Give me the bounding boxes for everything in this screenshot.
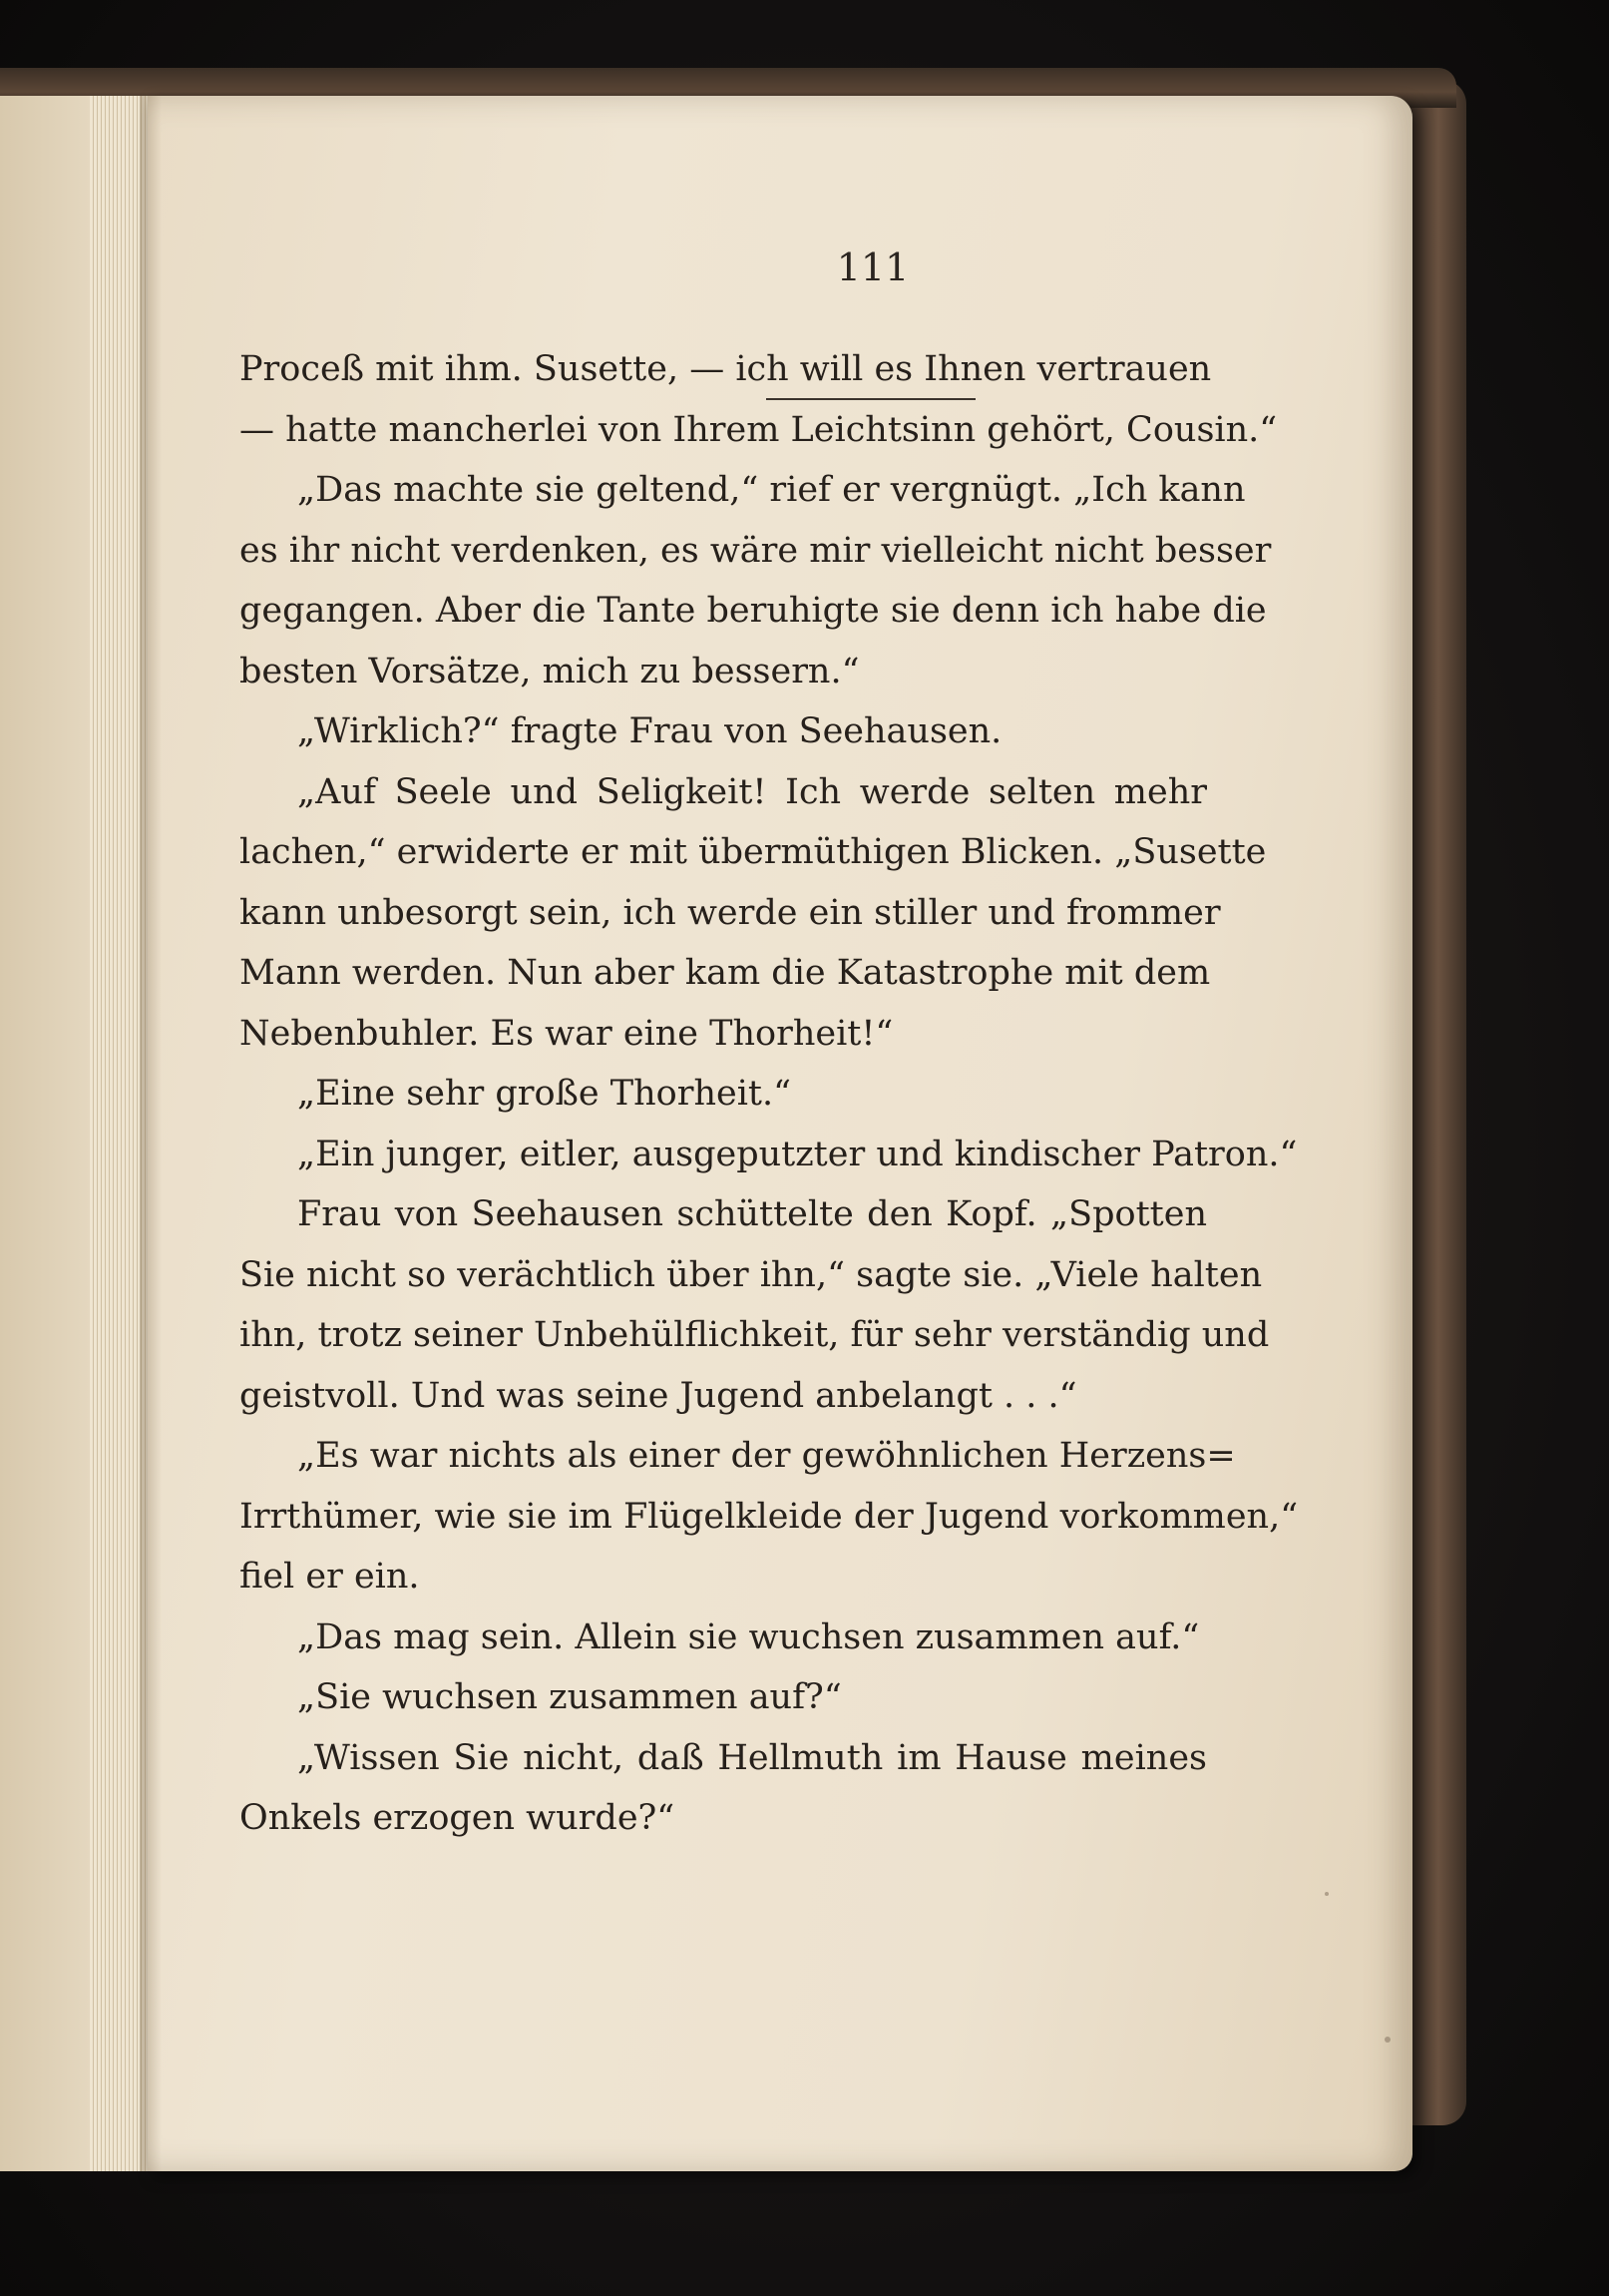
body-text bbox=[239, 339, 1299, 1849]
text-line: „Eine sehr große Thorheit.“ bbox=[297, 1074, 791, 1114]
text-line: Sie nicht so verächtlich über ihn,“ sagte sie. „Viele halten bbox=[239, 1254, 1263, 1295]
page-gutter bbox=[140, 96, 162, 2171]
text-line: fiel er ein. bbox=[239, 1557, 420, 1597]
text-line: kann unbesorgt sein, ich werde ein stiller und frommer bbox=[239, 892, 1221, 933]
text-line: Frau von Seehausen schüttelte den Kopf. „Spotten bbox=[297, 1194, 1207, 1234]
text-line: „Auf Seele und Seligkeit! Ich werde selten mehr bbox=[297, 771, 1207, 812]
paper-speck bbox=[1325, 1892, 1329, 1896]
text-line: Onkels erzogen wurde?“ bbox=[239, 1798, 675, 1838]
text-line: Irrthümer, wie sie im Flügelkleide der Jugend vorkommen,“ bbox=[239, 1496, 1299, 1537]
text-line: es ihr nicht verdenken, es wäre mir vielleicht nicht besser bbox=[239, 530, 1272, 571]
text-line: Mann werden. Nun aber kam die Katastrophe mit dem bbox=[239, 953, 1211, 993]
text-line: „Sie wuchsen zusammen auf?“ bbox=[297, 1677, 842, 1717]
text-line: Nebenbuhler. Es war eine Thorheit!“ bbox=[239, 1013, 894, 1054]
text-line: geistvoll. Und was seine Jugend anbelangt . . .“ bbox=[239, 1375, 1077, 1416]
text-line: „Es war nichts als einer der gewöhnlichen Herzens= bbox=[297, 1436, 1236, 1476]
text-line: „Das machte sie geltend,“ rief er vergnügt. „Ich kann bbox=[297, 470, 1246, 510]
text-line: „Ein junger, eitler, ausgeputzter und kindischer Patron.“ bbox=[297, 1134, 1298, 1174]
text-line: „Wissen Sie nicht, daß Hellmuth im Hause meines bbox=[297, 1737, 1207, 1778]
text-line: „Das mag sein. Allein sie wuchsen zusammen auf.“ bbox=[297, 1616, 1200, 1657]
text-line: — hatte mancherlei von Ihrem Leichtsinn gehört, Cousin.“ bbox=[239, 409, 1278, 450]
text-line: lachen,“ erwiderte er mit übermüthigen Blicken. „Susette bbox=[239, 832, 1267, 872]
page-number: 111 bbox=[836, 245, 910, 289]
text-line: Proceß mit ihm. Susette, — ich will es Ihnen vertrauen bbox=[239, 349, 1212, 389]
text-line: „Wirklich?“ fragte Frau von Seehausen. bbox=[297, 711, 1003, 751]
text-line: gegangen. Aber die Tante beruhigte sie denn ich habe die bbox=[239, 591, 1267, 631]
paper-speck bbox=[1385, 2037, 1391, 2043]
text-line: besten Vorsätze, mich zu bessern.“ bbox=[239, 651, 860, 691]
text-line: ihn, trotz seiner Unbehülflichkeit, für sehr verständig und bbox=[239, 1315, 1270, 1355]
